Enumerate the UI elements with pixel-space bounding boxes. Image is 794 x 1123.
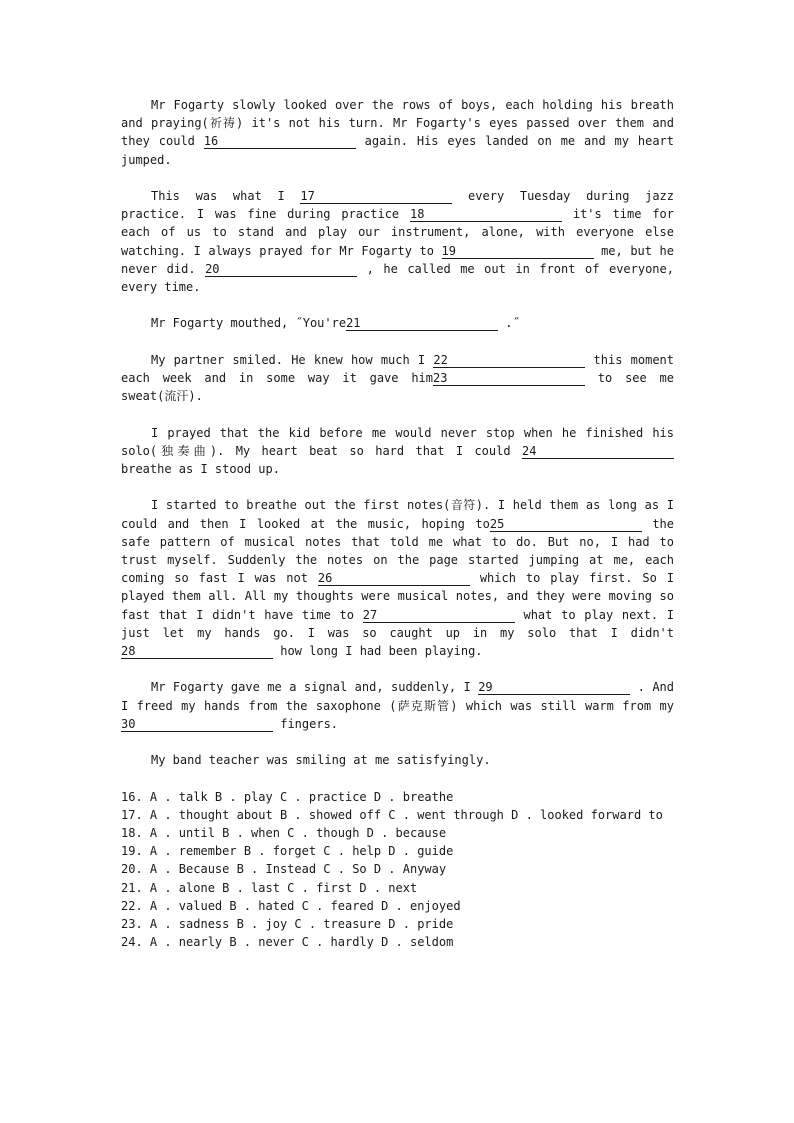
paragraph-text: what to play next. I just let my hands go. I was so caught up in my solo that I didn't — [121, 607, 675, 640]
answer-blank-28[interactable]: 28 — [121, 644, 273, 659]
option-line: 16. A . talk B . play C . practice D . breathe — [121, 789, 454, 804]
option-line: 17. A . thought about B . showed off C . went through D . looked forward to — [121, 807, 663, 822]
paragraph-text: Mr Fogarty mouthed, ˝You're — [151, 316, 347, 331]
answer-blank-25[interactable]: 25 — [490, 517, 642, 532]
passage-paragraph — [121, 187, 674, 296]
answer-blank-24[interactable]: 24 — [522, 444, 674, 459]
paragraph-text: . And I freed my hands from the saxophone (萨克斯管) which was still warm from my — [121, 680, 674, 713]
answer-blank-19[interactable]: 19 — [442, 244, 594, 259]
answer-blank-20[interactable]: 20 — [205, 262, 357, 277]
paragraph-text: fingers. — [273, 716, 339, 731]
paragraph-text: Mr Fogarty gave me a signal and, suddenly, I — [151, 680, 479, 695]
passage-paragraph — [121, 96, 674, 169]
paragraph-text: me, but he never did. — [121, 243, 674, 276]
paragraph-text: every Tuesday during jazz practice. I was fine during practice — [121, 189, 674, 222]
paragraph-text: which to play first. So I played them all. All my thoughts were musical notes, and they were moving so fast that I didn't have time to — [121, 571, 674, 622]
paragraph-text: it's time for each of us to stand and play our instrument, alone, with everyone else watching. I always prayed for Mr Fogarty to — [121, 207, 674, 258]
option-line: 22. A . valued B . hated C . feared D . enjoyed — [121, 898, 461, 913]
option-line: 21. A . alone B . last C . first D . next — [121, 880, 418, 895]
passage-paragraph — [121, 314, 674, 332]
paragraph-text: how long I had been playing. — [273, 644, 483, 659]
option-line: 24. A . nearly B . never C . hardly D . seldom — [121, 935, 454, 950]
paragraph-text: My partner smiled. He knew how much I — [151, 352, 434, 367]
paragraph-text: I started to breathe out the first notes(音符). I held them as long as I could and then I looked at the music, hoping to — [121, 498, 674, 531]
option-line: 19. A . remember B . forget C . help D . guide — [121, 844, 454, 859]
answer-blank-18[interactable]: 18 — [410, 207, 562, 222]
answer-blank-27[interactable]: 27 — [363, 608, 515, 623]
paragraph-text: My band teacher was smiling at me satisfyingly. — [151, 753, 491, 768]
passage — [121, 96, 674, 769]
paragraph-text: breathe as I stood up. — [121, 462, 280, 476]
option-line: 20. A . Because B . Instead C . So D . Anyway — [121, 862, 447, 877]
answer-blank-22[interactable]: 22 — [433, 353, 585, 368]
passage-paragraph — [121, 424, 674, 479]
paragraph-text: I prayed that the kid before me would never stop when he finished his solo(独奏曲). My heart beat so hard that I could — [121, 425, 674, 458]
answer-options — [121, 788, 674, 952]
passage-paragraph — [121, 496, 674, 660]
paragraph-text: the safe pattern of musical notes that told me what to do. But no, I had to trust myself. Suddenly the notes on the page started jumping at me, each coming so fast I was not — [121, 516, 674, 586]
option-line: 18. A . until B . when C . though D . because — [121, 826, 447, 840]
passage-paragraph — [121, 751, 674, 769]
paragraph-text: This was what I — [151, 189, 301, 203]
answer-blank-16[interactable]: 16 — [204, 134, 356, 149]
passage-paragraph — [121, 678, 674, 733]
answer-blank-17[interactable]: 17 — [300, 189, 452, 204]
paragraph-text: again. His eyes landed on me and my heart jumped. — [121, 134, 674, 167]
passage-paragraph — [121, 351, 674, 406]
answer-blank-21[interactable]: 21 — [346, 316, 498, 331]
document-page — [121, 96, 674, 951]
answer-blank-29[interactable]: 29 — [478, 680, 630, 695]
answer-blank-26[interactable]: 26 — [318, 571, 470, 586]
paragraph-text: Mr Fogarty slowly looked over the rows of boys, each holding his breath and praying(祈祷) it's not his turn. Mr Fogarty's eyes passed over them and they could — [121, 98, 674, 149]
paragraph-text: to see me sweat(流汗). — [121, 371, 675, 404]
paragraph-text: .˝ — [498, 316, 520, 331]
answer-blank-30[interactable]: 30 — [121, 717, 273, 732]
paragraph-text: this moment each week and in some way it gave him — [121, 352, 674, 385]
option-line: 23. A . sadness B . joy C . treasure D . pride — [121, 917, 454, 932]
answer-blank-23[interactable]: 23 — [433, 371, 585, 386]
paragraph-text: , he called me out in front of everyone, every time. — [121, 261, 674, 295]
